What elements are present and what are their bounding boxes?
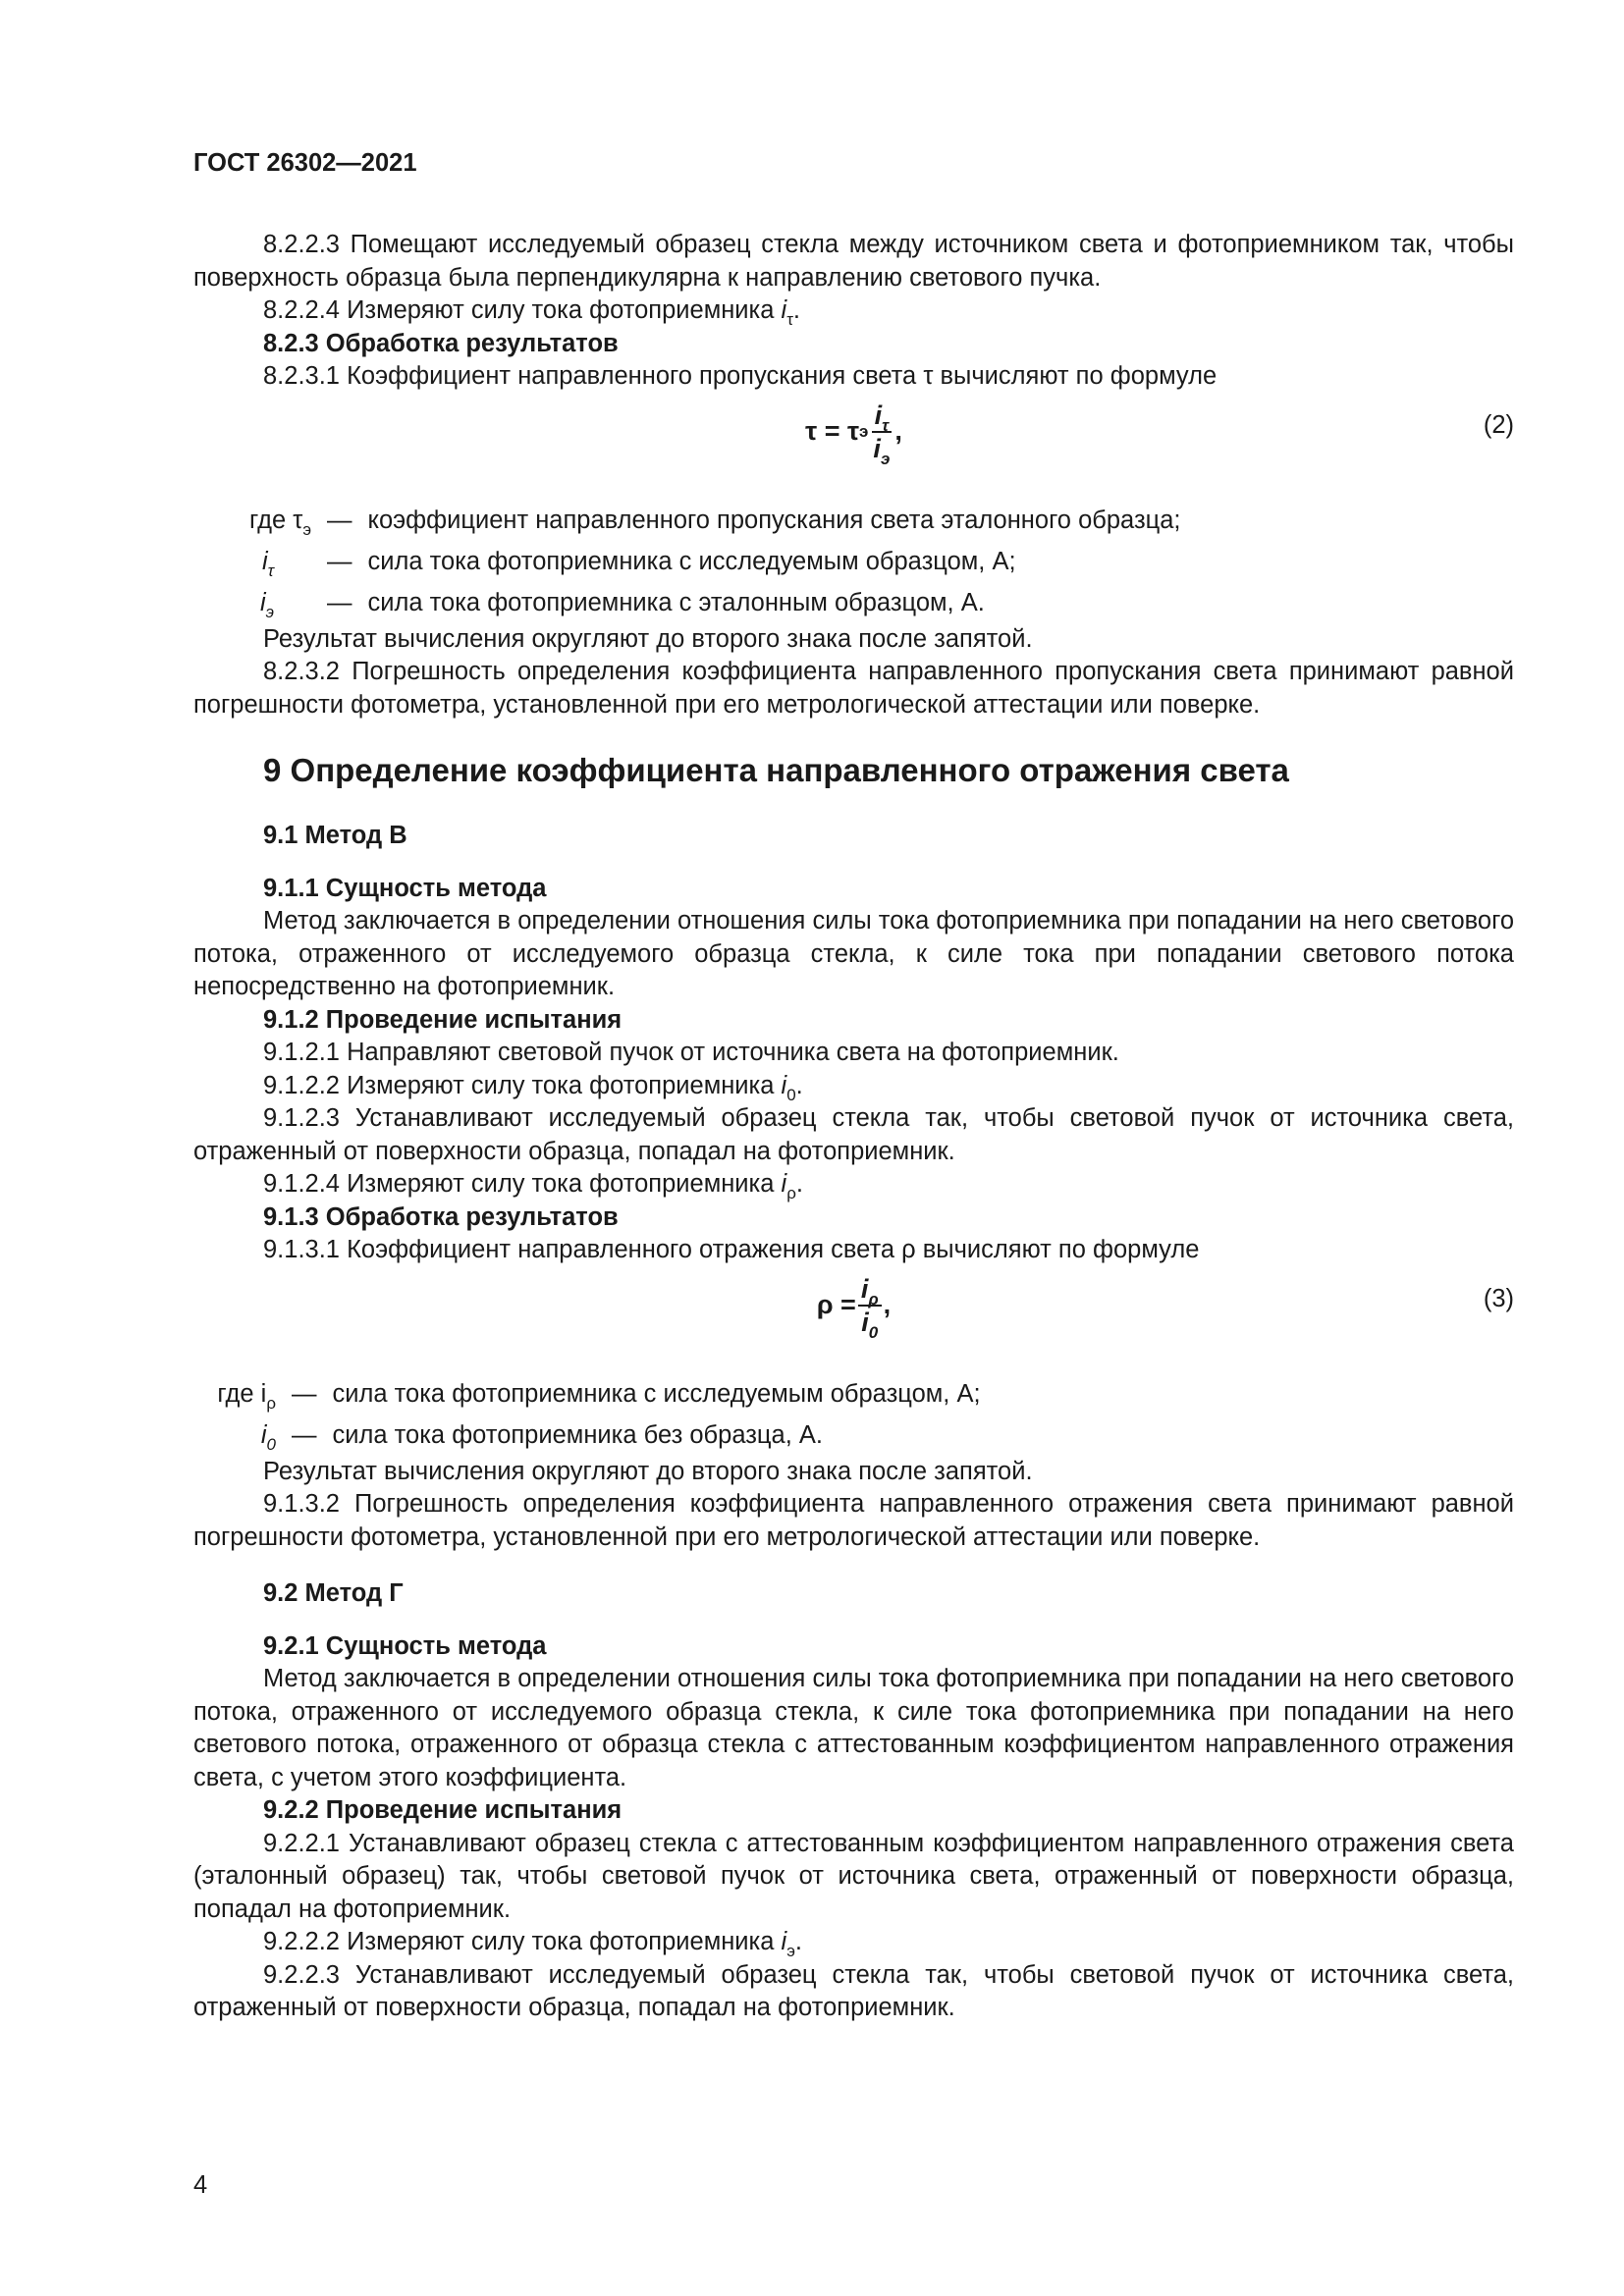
formula-3-expression: ρ = $\frac{i_\rho}{i_0}$ , [816, 1273, 892, 1342]
document-header: ГОСТ 26302—2021 [193, 149, 417, 177]
heading-9-2-2: 9.2.2 Проведение испытания [263, 1796, 623, 1824]
where-3-row-1: где $i_\rho$ — сила тока фотоприемника с исследуемым образцом, А; [217, 1379, 981, 1413]
paragraph-9-1-2-4: 9.1.2.4 Измеряют силу тока фотоприемника $i_\rho$. [263, 1170, 803, 1202]
heading-9-1-3: 9.1.3 Обработка результатов [263, 1202, 619, 1231]
heading-9-1-1: 9.1.1 Сущность метода [263, 874, 547, 902]
document-body [193, 229, 1514, 2025]
page-number: 4 [193, 2171, 208, 2199]
paragraph-9-1-2-2: 9.1.2.2 Измеряют силу тока фотоприемника $i_0$. [263, 1071, 803, 1104]
paragraph-8-2-3-1: 8.2.3.1 Коэффициент направленного пропускания света τ вычисляют по формуле [263, 362, 1218, 390]
paragraph-9-2-2-1: 9.2.2.1 Устанавливают образец стекла с аттестованным коэффициентом направленного отражения света (эталонный образец) так, чтобы световой пучок от источника света, отраженный от поверхности образца, попадал на фотоприемник. [193, 1829, 1514, 1923]
paragraph-9-2-2-3: 9.2.2.3 Устанавливают исследуемый образец стекла так, чтобы световой пучок от источника света, отраженный от поверхности образца, попадал на фотоприемник. [193, 1960, 1514, 2021]
heading-9-2-1: 9.2.1 Сущность метода [263, 1631, 547, 1660]
section-9-title: 9 Определение коэффициента направленного отражения света [263, 752, 1289, 788]
where-2-row-3: $i_э$ — сила тока фотоприемника с эталонным образцом, А. [259, 588, 985, 621]
heading-8-2-3: 8.2.3 Обработка результатов [263, 329, 619, 357]
formula-3-number: (3) [1483, 1284, 1514, 1312]
paragraph-9-1-3-2: 9.1.3.2 Погрешность определения коэффициента направленного отражения света принимают равной погрешности фотометра, установленной при его метрологической аттестации или поверке. [193, 1490, 1514, 1551]
paragraph-9-2-2-2: 9.2.2.2 Измеряют силу тока фотоприемника $i_э$. [263, 1928, 802, 1960]
where-2-row-2: $i_\tau$ — сила тока фотоприемника с исследуемым образцом, А; [261, 547, 1016, 580]
formula-2-fraction: $\frac{i_\tau}{i_э}$ [873, 400, 891, 468]
formula-2-expression: τ = τ э $\frac{i_\tau}{i_э}$ , [805, 400, 902, 468]
paragraph-9-2-1: Метод заключается в определении отношения силы тока фотоприемника при попадании на него светового потока, отраженного от исследуемого образца стекла, к силе тока фотоприемника при попадании на него светового потока, отраженного от образца стекла с аттестованным коэффициентом направленного отражения света, с учетом этого коэффициента. [193, 1665, 1514, 1791]
heading-9-1-2: 9.1.2 Проведение испытания [263, 1005, 623, 1034]
where-3-row-2: $i_0$ — сила тока фотоприемника без образца, А. [260, 1420, 823, 1454]
paragraph-9-1-3-1: 9.1.3.1 Коэффициент направленного отражения света ρ вычисляют по формуле [263, 1236, 1200, 1263]
formula-3-fraction: $\frac{i_\rho}{i_0}$ [858, 1273, 882, 1338]
paragraph-9-1-2-3: 9.1.2.3 Устанавливают исследуемый образец стекла так, чтобы световой пучок от источника света, отраженный от поверхности образца, попадал на фотоприемник. [193, 1104, 1514, 1165]
formula-2 [193, 400, 1514, 486]
paragraph-8-2-3-2: 8.2.3.2 Погрешность определения коэффициента направленного пропускания света принимают равной погрешности фотометра, установленной при его метрологической аттестации или поверке. [193, 658, 1514, 719]
paragraph-9-1-2-1: 9.1.2.1 Направляют световой пучок от источника света на фотоприемник. [263, 1039, 1119, 1066]
rounding-note-2: Результат вычисления округляют до второго знака после запятой. [263, 1457, 1033, 1485]
where-2-row-1: где $\tau_э$ — коэффициент направленного пропускания света эталонного образца; [248, 506, 1181, 539]
paragraph-8-2-2-3: 8.2.2.3 Помещают исследуемый образец стекла между источником света и фотоприемником так, чтобы поверхность образца была перпендикулярна к направлению светового пучка. [193, 231, 1514, 292]
rounding-note-1: Результат вычисления округляют до второго знака после запятой. [263, 624, 1033, 653]
paragraph-8-2-2-4: 8.2.2.4 Измеряют силу тока фотоприемника $i_\tau$. [263, 296, 801, 329]
paragraph-9-1-1: Метод заключается в определении отношения силы тока фотоприемника при попадании на него светового потока, отраженного от исследуемого образца стекла, к силе тока при попадании светового потока непосредственно на фотоприемник. [193, 907, 1514, 1000]
formula-3 [193, 1273, 1514, 1360]
formula-2-number: (2) [1483, 410, 1514, 439]
heading-9-1: 9.1 Метод В [263, 822, 407, 849]
heading-9-2: 9.2 Метод Г [263, 1579, 404, 1607]
